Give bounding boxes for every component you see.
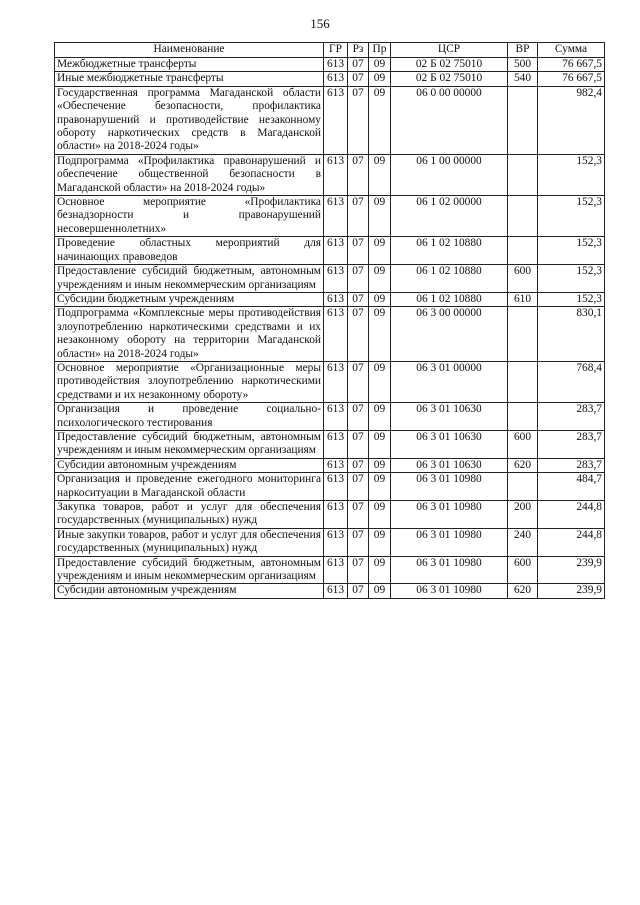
cell-name: Основное мероприятие «Организационные меры противодействия злоупотреблению наркотическими средствами и их незаконному обороту» [55,361,324,402]
cell-gr: 613 [324,307,348,362]
table-row [55,237,605,265]
header-vr: ВР [508,43,538,58]
table-row [55,196,605,237]
cell-csr: 06 3 01 10980 [391,501,508,529]
header-gr: ГР [324,43,348,58]
cell-gr: 613 [324,556,348,584]
cell-csr: 06 3 01 10980 [391,584,508,598]
cell-csr: 06 1 02 10880 [391,265,508,293]
cell-csr: 06 1 02 10880 [391,292,508,306]
cell-csr: 06 3 01 10630 [391,430,508,458]
cell-vr: 620 [508,584,538,598]
cell-pr: 09 [369,58,391,72]
cell-pr: 09 [369,154,391,195]
cell-gr: 613 [324,430,348,458]
cell-vr: 540 [508,72,538,86]
cell-gr: 613 [324,403,348,431]
table-row [55,307,605,362]
cell-rz: 07 [348,307,369,362]
table-row [55,430,605,458]
cell-vr [508,307,538,362]
cell-pr: 09 [369,430,391,458]
cell-pr: 09 [369,528,391,556]
cell-rz: 07 [348,458,369,472]
cell-sum: 76 667,5 [538,58,605,72]
cell-pr: 09 [369,361,391,402]
cell-rz: 07 [348,196,369,237]
cell-name: Предоставление субсидий бюджетным, автономным учреждениям и иным некоммерческим организациям [55,556,324,584]
cell-vr: 240 [508,528,538,556]
cell-csr: 06 1 02 10880 [391,237,508,265]
cell-sum: 239,9 [538,584,605,598]
cell-csr: 02 Б 02 75010 [391,72,508,86]
cell-gr: 613 [324,584,348,598]
cell-sum: 239,9 [538,556,605,584]
cell-vr: 200 [508,501,538,529]
cell-pr: 09 [369,307,391,362]
cell-sum: 244,8 [538,501,605,529]
cell-sum: 152,3 [538,196,605,237]
cell-csr: 06 1 02 00000 [391,196,508,237]
cell-rz: 07 [348,403,369,431]
cell-sum: 152,3 [538,237,605,265]
table-row [55,403,605,431]
table-row [55,361,605,402]
cell-vr: 600 [508,556,538,584]
table-row [55,584,605,598]
cell-pr: 09 [369,458,391,472]
cell-sum: 152,3 [538,154,605,195]
cell-name: Проведение областных мероприятий для начинающих правоведов [55,237,324,265]
cell-rz: 07 [348,501,369,529]
cell-csr: 06 3 00 00000 [391,307,508,362]
cell-name: Иные межбюджетные трансферты [55,72,324,86]
table-header-row [55,43,605,58]
cell-name: Субсидии автономным учреждениям [55,458,324,472]
cell-pr: 09 [369,556,391,584]
cell-pr: 09 [369,237,391,265]
cell-vr [508,237,538,265]
cell-vr: 620 [508,458,538,472]
cell-rz: 07 [348,584,369,598]
cell-rz: 07 [348,361,369,402]
cell-name: Предоставление субсидий бюджетным, автономным учреждениям и иным некоммерческим организациям [55,430,324,458]
cell-pr: 09 [369,292,391,306]
cell-gr: 613 [324,528,348,556]
cell-rz: 07 [348,86,369,154]
cell-gr: 613 [324,196,348,237]
cell-name: Организация и проведение ежегодного мониторинга наркоситуации в Магаданской области [55,473,324,501]
cell-name: Межбюджетные трансферты [55,58,324,72]
cell-pr: 09 [369,403,391,431]
cell-sum: 76 667,5 [538,72,605,86]
table-row [55,501,605,529]
table-body [55,58,605,599]
cell-pr: 09 [369,501,391,529]
cell-gr: 613 [324,361,348,402]
cell-gr: 613 [324,265,348,293]
cell-csr: 06 0 00 00000 [391,86,508,154]
table-row [55,556,605,584]
cell-pr: 09 [369,265,391,293]
cell-pr: 09 [369,473,391,501]
cell-rz: 07 [348,154,369,195]
cell-vr [508,154,538,195]
header-sum: Сумма [538,43,605,58]
cell-name: Основное мероприятие «Профилактика безнадзорности и правонарушений несовершеннолетних» [55,196,324,237]
cell-csr: 06 3 01 10630 [391,403,508,431]
cell-sum: 768,4 [538,361,605,402]
cell-gr: 613 [324,86,348,154]
cell-name: Предоставление субсидий бюджетным, автономным учреждениям и иным некоммерческим организациям [55,265,324,293]
cell-gr: 613 [324,458,348,472]
cell-vr [508,86,538,154]
cell-name: Иные закупки товаров, работ и услуг для обеспечения государственных (муниципальных) нужд [55,528,324,556]
header-rz: Рз [348,43,369,58]
cell-gr: 613 [324,58,348,72]
cell-name: Государственная программа Магаданской области «Обеспечение безопасности, профилактика правонарушений и противодействие незаконному обороту наркотических средств в Магаданской области» на 2018-2024 годы» [55,86,324,154]
cell-vr: 600 [508,265,538,293]
cell-name: Субсидии бюджетным учреждениям [55,292,324,306]
cell-pr: 09 [369,196,391,237]
cell-csr: 06 3 01 10630 [391,458,508,472]
cell-rz: 07 [348,556,369,584]
cell-rz: 07 [348,430,369,458]
cell-name: Организация и проведение социально-психологического тестирования [55,403,324,431]
cell-rz: 07 [348,265,369,293]
cell-csr: 06 3 01 10980 [391,473,508,501]
cell-name: Закупка товаров, работ и услуг для обеспечения государственных (муниципальных) нужд [55,501,324,529]
cell-gr: 613 [324,501,348,529]
cell-csr: 06 3 01 00000 [391,361,508,402]
cell-sum: 152,3 [538,265,605,293]
cell-sum: 484,7 [538,473,605,501]
cell-sum: 830,1 [538,307,605,362]
cell-sum: 283,7 [538,430,605,458]
cell-csr: 06 3 01 10980 [391,528,508,556]
cell-sum: 283,7 [538,458,605,472]
cell-vr [508,361,538,402]
cell-gr: 613 [324,473,348,501]
cell-rz: 07 [348,72,369,86]
cell-gr: 613 [324,72,348,86]
cell-pr: 09 [369,72,391,86]
cell-gr: 613 [324,154,348,195]
page-number: 156 [310,16,330,31]
cell-rz: 07 [348,528,369,556]
table-row [55,58,605,72]
cell-name: Подпрограмма «Профилактика правонарушений и обеспечение общественной безопасности в Магаданской области» на 2018-2024 годы» [55,154,324,195]
cell-gr: 613 [324,237,348,265]
cell-sum: 283,7 [538,403,605,431]
table-row [55,528,605,556]
cell-gr: 613 [324,292,348,306]
budget-table [54,42,605,599]
cell-rz: 07 [348,292,369,306]
cell-rz: 07 [348,58,369,72]
cell-csr: 02 Б 02 75010 [391,58,508,72]
table-row [55,154,605,195]
table-row [55,72,605,86]
cell-vr: 500 [508,58,538,72]
cell-vr: 600 [508,430,538,458]
table-row [55,473,605,501]
cell-name: Подпрограмма «Комплексные меры противодействия злоупотреблению наркотическими средствами и их незаконному обороту на территории Магаданской области» на 2018-2024 годы» [55,307,324,362]
cell-sum: 982,4 [538,86,605,154]
cell-csr: 06 1 00 00000 [391,154,508,195]
cell-pr: 09 [369,584,391,598]
cell-rz: 07 [348,237,369,265]
cell-rz: 07 [348,473,369,501]
cell-sum: 152,3 [538,292,605,306]
cell-name: Субсидии автономным учреждениям [55,584,324,598]
header-pr: Пр [369,43,391,58]
header-csr: ЦСР [391,43,508,58]
table-row [55,265,605,293]
cell-vr [508,473,538,501]
cell-vr [508,403,538,431]
table-row [55,86,605,154]
cell-pr: 09 [369,86,391,154]
cell-csr: 06 3 01 10980 [391,556,508,584]
table-row [55,458,605,472]
header-name: Наименование [55,43,324,58]
cell-sum: 244,8 [538,528,605,556]
cell-vr [508,196,538,237]
cell-vr: 610 [508,292,538,306]
table-row [55,292,605,306]
